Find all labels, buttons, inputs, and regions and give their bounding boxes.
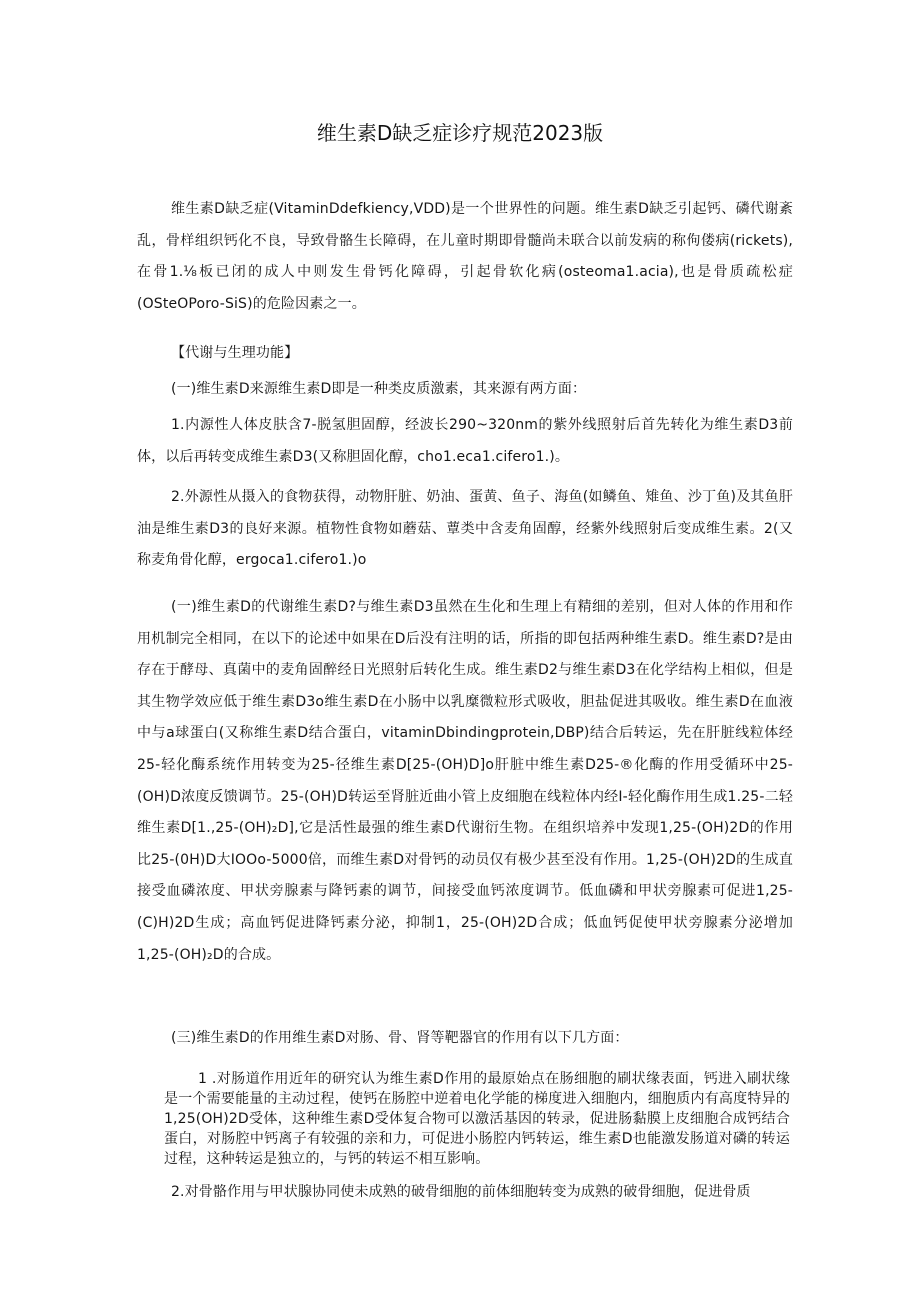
- section-heading: 【代谢与生理功能】: [171, 345, 299, 361]
- source-item-2: 2.外源性从摄入的食物获得，动物肝脏、奶油、蛋黄、鱼子、海鱼(如鳞鱼、雉鱼、沙丁鱼)及其鱼肝油是维生素D3的良好来源。植物性食物如蘑菇、蕈类中含麦角固醇，经紫外线照射后变成维生素。2(又称麦角骨化醇，ergoca1.cifero1.)o: [137, 489, 793, 569]
- function-item-2: 2.对骨骼作用与甲状腺协同使未成熟的破骨细胞的前体细胞转变为成熟的破骨细胞，促进骨质: [171, 1184, 751, 1200]
- document-title: 维生素D缺乏症诊疗规范2023版: [316, 121, 604, 145]
- intro-paragraph: 维生素D缺乏症(VitaminDdefkiency,VDD)是一个世界性的问题。维生素D缺乏引起钙、磷代谢紊乱，骨样组织钙化不良，导致骨骼生长障碍，在儿童时期即骨髓尚未联合以前发病的称佝偻病(rickets),在骨1.⅛板已闭的成人中则发生骨钙化障碍，引起骨软化病(osteoma1.acia),也是骨质疏松症(OSteOPoro-SiS)的危险因素之一。: [137, 201, 793, 312]
- function-intro: (三)维生素D的作用维生素D对肠、骨、肾等靶器官的作用有以下几方面：: [171, 1030, 629, 1046]
- source-intro: (一)维生素D来源维生素D即是一种类皮质激素，其来源有两方面：: [171, 381, 587, 397]
- function-item-1: 1 .对肠道作用近年的研究认为维生素D作用的最原始点在肠细胞的刷状缘表面，钙进入刷状缘是一个需要能量的主动过程，使钙在肠腔中逆着电化学能的梯度进入细胞内，细胞质内有高度特异的1,25(OH)2D受体，这种维生素D受体复合物可以激活基因的转录，促进肠黏膜上皮细胞合成钙结合蛋白，对肠腔中钙离子有较强的亲和力，可促进小肠腔内钙转运，维生素D也能激发肠道对磷的转运过程，这种转运是独立的，与钙的转运不相互影响。: [164, 1071, 790, 1167]
- metabolism-paragraph: (一)维生素D的代谢维生素D?与维生素D3虽然在生化和生理上有精细的差别，但对人体的作用和作用机制完全相同，在以下的论述中如果在D后没有注明的话，所指的即包括两种维生素D。维生素D?是由存在于酵母、真菌中的麦角固醉经日光照射后转化生成。维生素D2与维生素D3在化学结构上相似，但是其生物学效应低于维生素D3o维生素D在小肠中以乳糜微粒形式吸收，胆盐促进其吸收。维生素D在血液中与a球蛋白(又称维生素D结合蛋白，vitaminDbindingprotein,DBP)结合后转运，先在肝脏线粒体经25-轻化酶系统作用转变为25-径维生素D[25-(OH)D]o肝脏中维生素D25-®化酶的作用受循环中25-(OH)D浓度反馈调节。25-(OH)D转运至肾脏近曲小管上皮细胞在线粒体内经I-轻化酶作用生成1.25-二轻维生素D[1.,25-(OH)₂D],它是活性最强的维生素D代谢衍生物。在组织培养中发现1,25-(OH)2D的作用比25-(0H)D大IOOo-5000倍，而维生素D对骨钙的动员仅有极少甚至没有作用。1,25-(OH)2D的生成直接受血磷浓度、甲状旁腺素与降钙素的调节，间接受血钙浓度调节。低血磷和甲状旁腺素可促进1,25-(C)H)2D生成；高血钙促进降钙素分泌，抑制1，25-(OH)2D合成；低血钙促使甲状旁腺素分泌增加1,25-(OH)₂D的合成。: [137, 599, 793, 963]
- source-item-1: 1.内源性人体皮肤含7-脱氢胆固醇，经波长290~320nm的紫外线照射后首先转化为维生素D3前体，以后再转变成维生素D3(又称胆固化醇，cho1.eca1.cifero1.)。: [137, 417, 793, 465]
